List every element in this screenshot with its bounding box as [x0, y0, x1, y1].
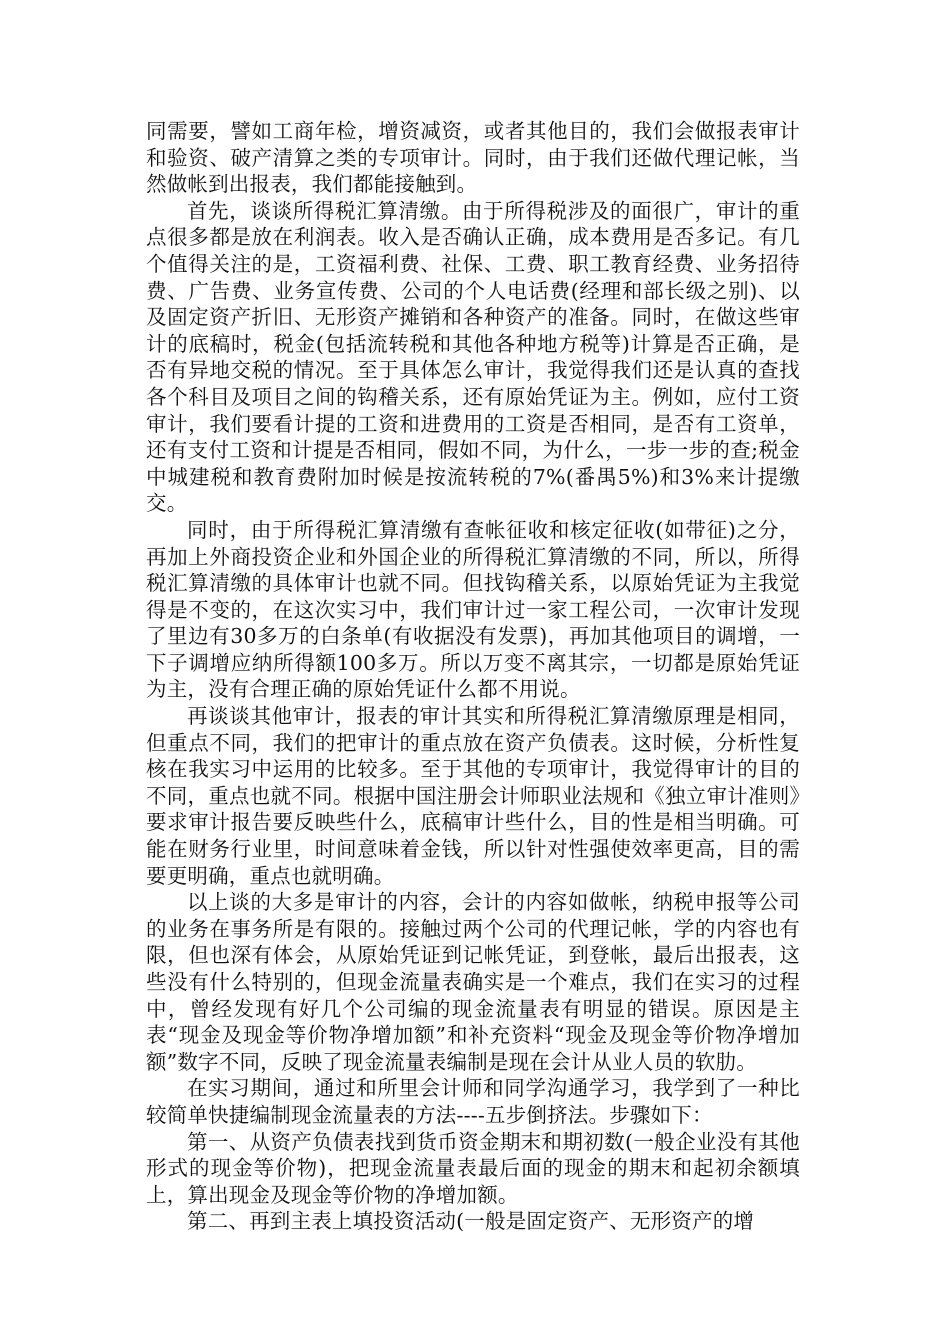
- paragraph-continuation: 同需要，譬如工商年检，增资减资，或者其他目的，我们会做报表审计和验资、破产清算之类的专项审计。同时，由于我们还做代理记帐，当然做帐到出报表，我们都能接触到。: [146, 119, 800, 197]
- paragraph-income-tax-settlement: 首先，谈谈所得税汇算清缴。由于所得税涉及的面很广，审计的重点很多都是放在利润表。收入是否确认正确，成本费用是否多记。有几个值得关注的是，工资福利费、社保、工费、职工教育经费、业务招待费、广告费、业务宣传费、公司的个人电话费(经理和部长级之别)、以及固定资产折旧、无形资产摊销和各种资产的准备。同时，在做这些审计的底稿时，税金(包括流转税和其他各种地方税等)计算是否正确，是否有异地交税的情况。至于具体怎么审计，我觉得我们还是认真的查找各个科目及项目之间的钩稽关系，还有原始凭证为主。例如，应付工资审计，我们要看计提的工资和进费用的工资是否相同，是否有工资单，还有支付工资和计提是否相同，假如不同，为什么，一步一步的查;税金中城建税和教育费附加时候是按流转税的7%(番禺5%)和3%来计提缴交。: [146, 198, 800, 516]
- document-body: [146, 118, 800, 1235]
- paragraph-accounting-content: 以上谈的大多是审计的内容，会计的内容如做帐，纳税申报等公司的业务在事务所是有限的。接触过两个公司的代理记帐，学的内容也有限，但也深有体会，从原始凭证到记帐凭证，到登帐，最后出报表，这些没有什么特别的，但现金流量表确实是一个难点，我们在实习的过程中，曾经发现有好几个公司编的现金流量表有明显的错误。原因是主表“现金及现金等价物净增加额”和补充资料“现金及现金等价物净增加额”数字不同，反映了现金流量表编制是现在会计从业人员的软肋。: [146, 890, 800, 1074]
- paragraph-other-audits: 再谈谈其他审计，报表的审计其实和所得税汇算清缴原理是相同，但重点不同，我们的把审计的重点放在资产负债表。这时候，分析性复核在我实习中运用的比较多。至于其他的专项审计，我觉得审计的目的不同，重点也就不同。根据中国注册会计师职业法规和《独立审计准则》要求审计报告要反映些什么，底稿审计些什么，目的性是相当明确。可能在财务行业里，时间意味着金钱，所以针对性强使效率更高，目的需要更明确，重点也就明确。: [146, 704, 800, 888]
- paragraph-internship-learning: 在实习期间，通过和所里会计师和同学沟通学习，我学到了一种比较简单快捷编制现金流量表的方法----五步倒挤法。步骤如下：: [146, 1076, 800, 1127]
- paragraph-collection-methods: 同时，由于所得税汇算清缴有查帐征收和核定征收(如带征)之分，再加上外商投资企业和外国企业的所得税汇算清缴的不同，所以，所得税汇算清缴的具体审计也就不同。但找钩稽关系，以原始凭证为主我觉得是不变的，在这次实习中，我们审计过一家工程公司，一次审计发现了里边有30多万的白条单(有收据没有发票)，再加其他项目的调增，一下子调增应纳所得额100多万。所以万变不离其宗，一切都是原始凭证为主，没有合理正确的原始凭证什么都不用说。: [146, 517, 800, 702]
- paragraph-step-two: 第二、再到主表上填投资活动(一般是固定资产、无形资产的增: [187, 1209, 755, 1234]
- paragraph-step-one: 第一、从资产负债表找到货币资金期末和期初数(一般企业没有其他形式的现金等价物)，把现金流量表最后面的现金的期末和起初余额填上，算出现金及现金等价物的净增加额。: [146, 1129, 800, 1207]
